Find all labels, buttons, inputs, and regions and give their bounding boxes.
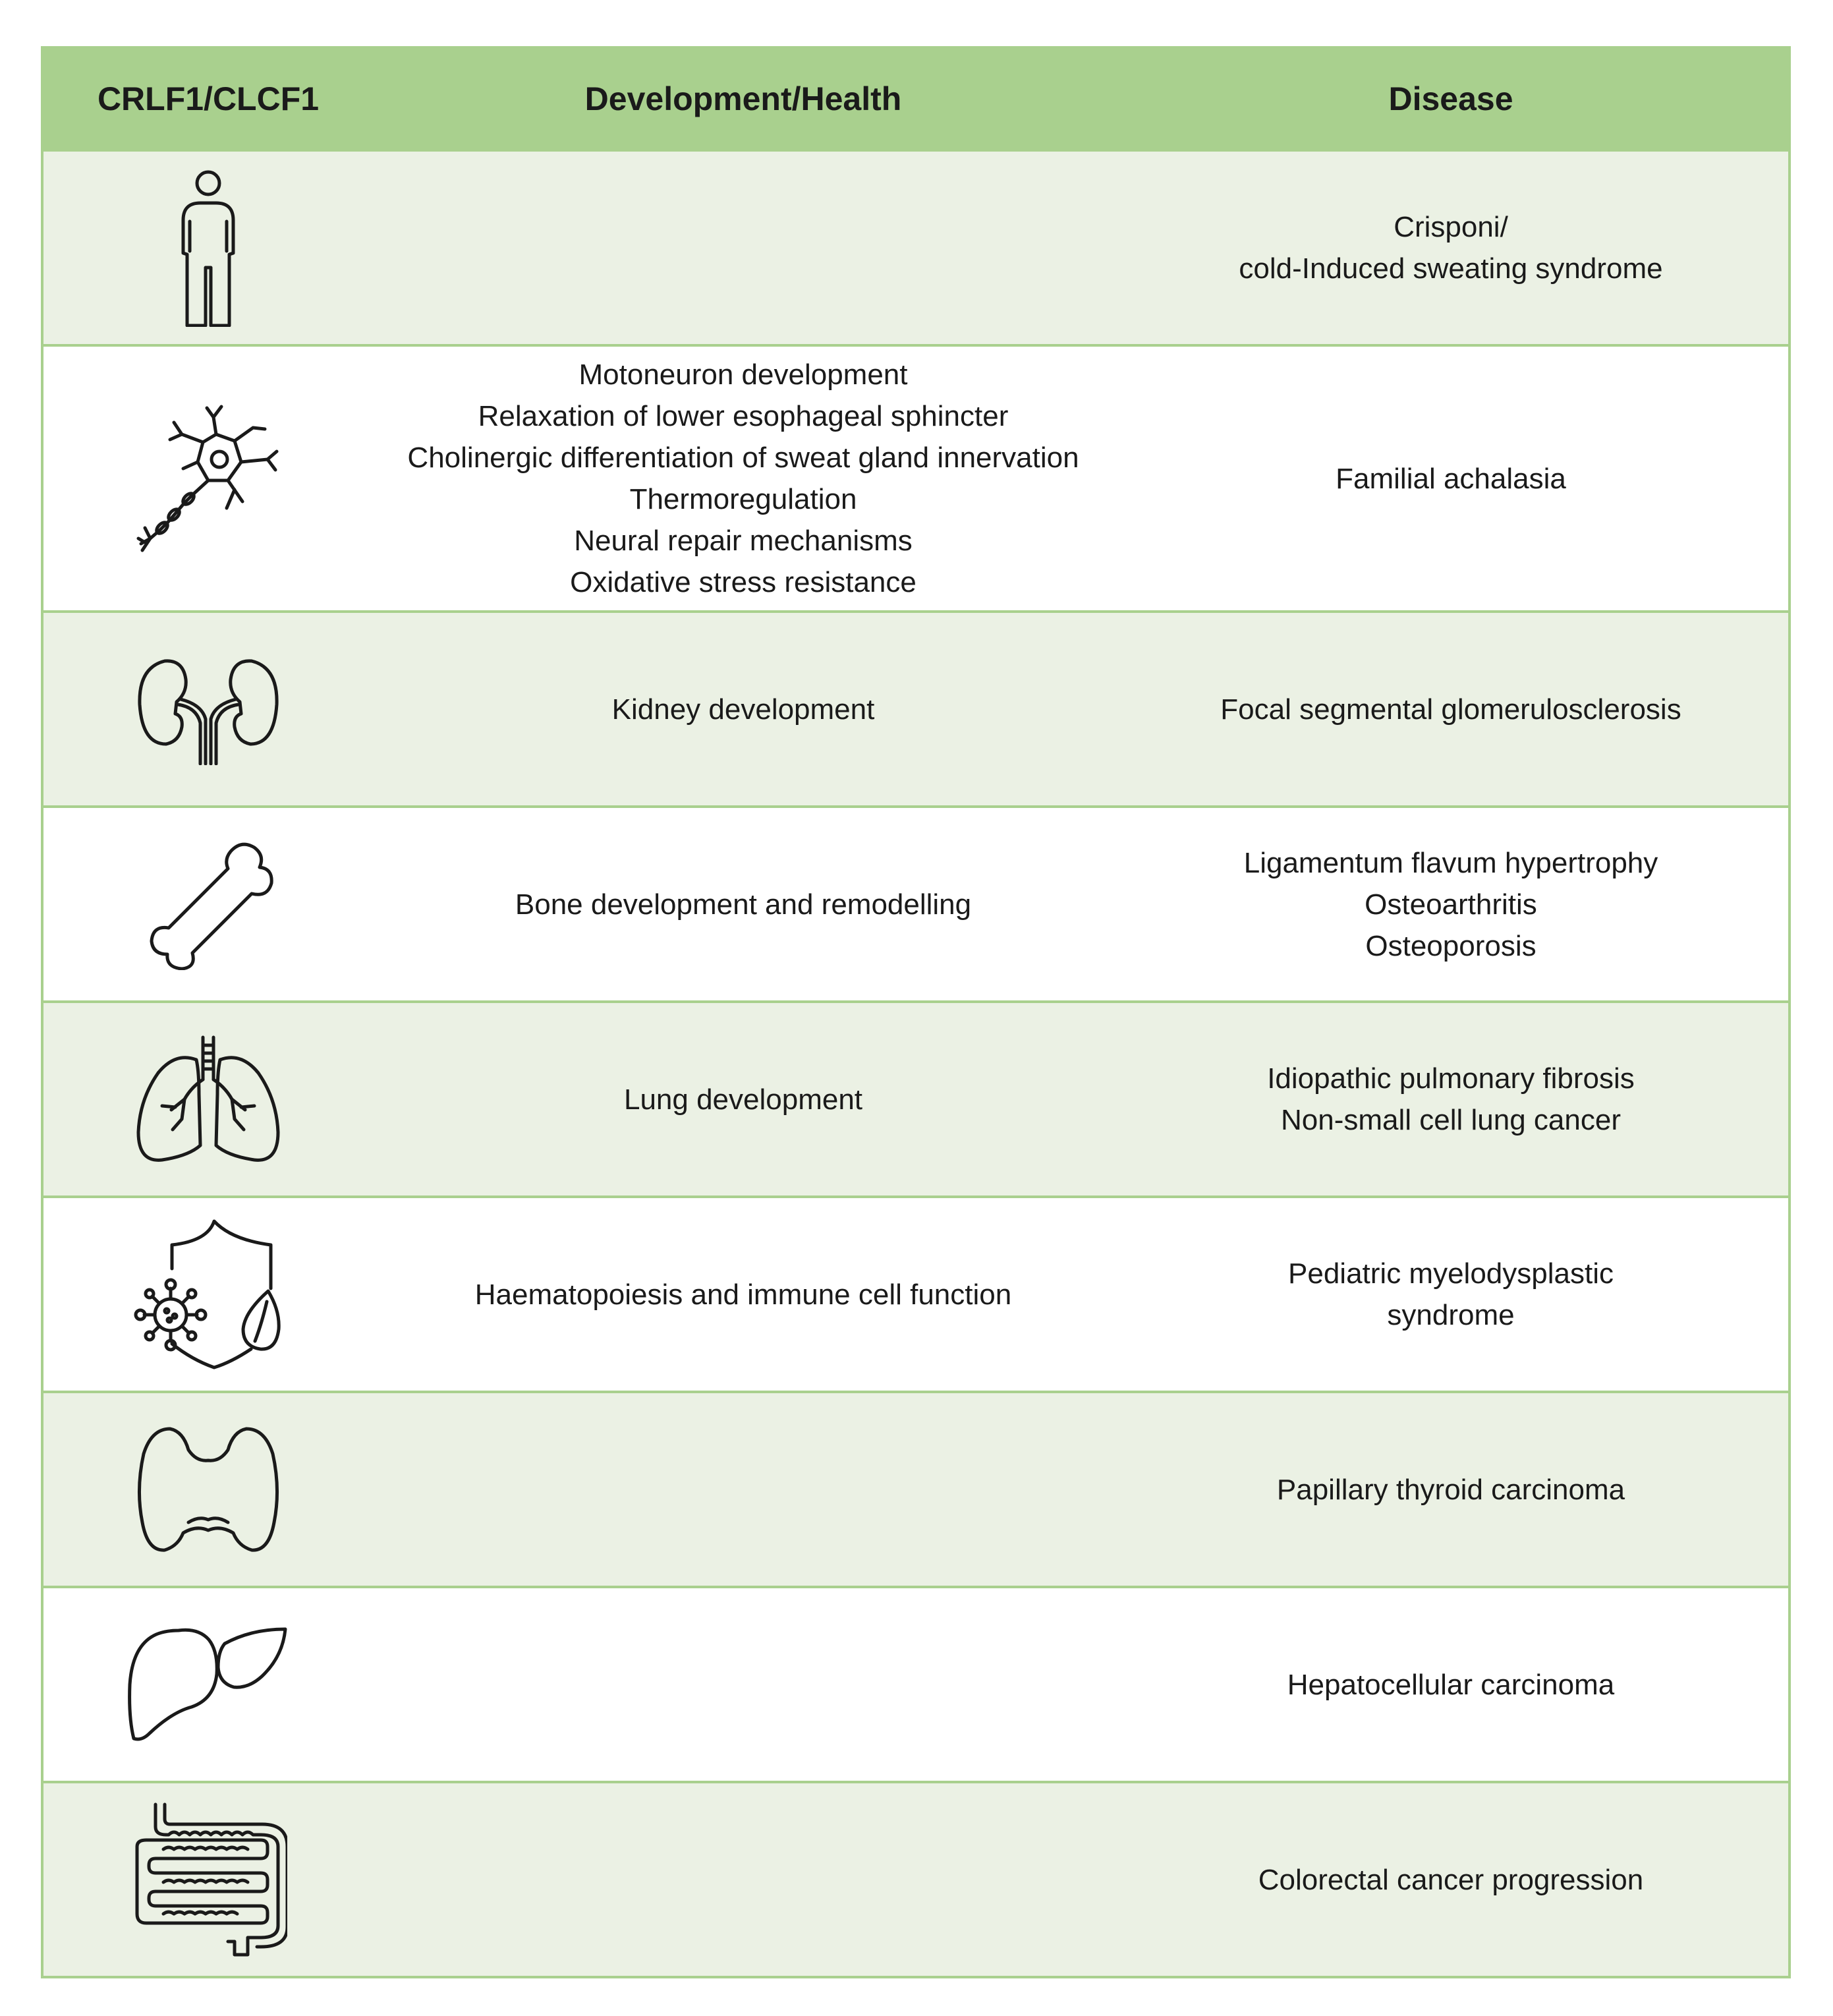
development-text: Haematopoiesis and immune cell function	[474, 1278, 1012, 1311]
disease-text: Pediatric myelodysplastic syndrome	[1288, 1257, 1614, 1331]
kidney-icon	[43, 613, 373, 805]
table-row	[43, 805, 1788, 1000]
table-row	[43, 149, 1788, 344]
thyroid-icon	[43, 1393, 373, 1586]
disease-text: Focal segmental glomerulosclerosis	[1220, 693, 1681, 726]
development-text: Kidney development	[611, 693, 875, 726]
table-header	[43, 49, 1788, 149]
lungs-icon	[43, 1003, 373, 1195]
development-text	[373, 152, 1114, 344]
header-development-health: Development/Health	[584, 80, 902, 117]
disease-text: Familial achalasia	[1336, 462, 1566, 495]
development-text: Motoneuron development Relaxation of lower esophageal sphincter Cholinergic differentiation of sweat gland innervation Thermoregulation Neural repair mechanisms Oxidative stress resistance	[407, 359, 1079, 598]
table-row	[43, 1391, 1788, 1586]
table-row	[43, 1195, 1788, 1391]
disease-text: Papillary thyroid carcinoma	[1276, 1473, 1625, 1506]
table-row	[43, 1781, 1788, 1976]
intestine-icon	[43, 1783, 373, 1976]
immune-shield-icon	[43, 1198, 373, 1391]
table-row	[43, 610, 1788, 805]
header-crlf1-clcf1: CRLF1/CLCF1	[97, 80, 320, 117]
disease-text: Hepatocellular carcinoma	[1287, 1668, 1615, 1701]
development-text: Bone development and remodelling	[515, 888, 972, 921]
table-row	[43, 344, 1788, 610]
neuron-icon	[43, 347, 373, 610]
disease-text: Crisponi/ cold-Induced sweating syndrome	[1239, 211, 1663, 285]
liver-icon	[43, 1588, 373, 1781]
table-row	[43, 1586, 1788, 1781]
development-text	[373, 1393, 1114, 1586]
bone-icon	[43, 808, 373, 1000]
disease-text: Colorectal cancer progression	[1258, 1863, 1644, 1896]
disease-text: Ligamentum flavum hypertrophy Osteoarthritis Osteoporosis	[1243, 846, 1658, 962]
header-disease: Disease	[1388, 80, 1513, 117]
crlf1-clcf1-table	[41, 46, 1791, 1978]
development-text	[373, 1588, 1114, 1781]
person-icon	[43, 152, 373, 344]
disease-text: Idiopathic pulmonary fibrosis Non-small cell lung cancer	[1267, 1062, 1635, 1136]
table-row	[43, 1000, 1788, 1195]
development-text: Lung development	[623, 1083, 863, 1116]
development-text	[373, 1783, 1114, 1976]
